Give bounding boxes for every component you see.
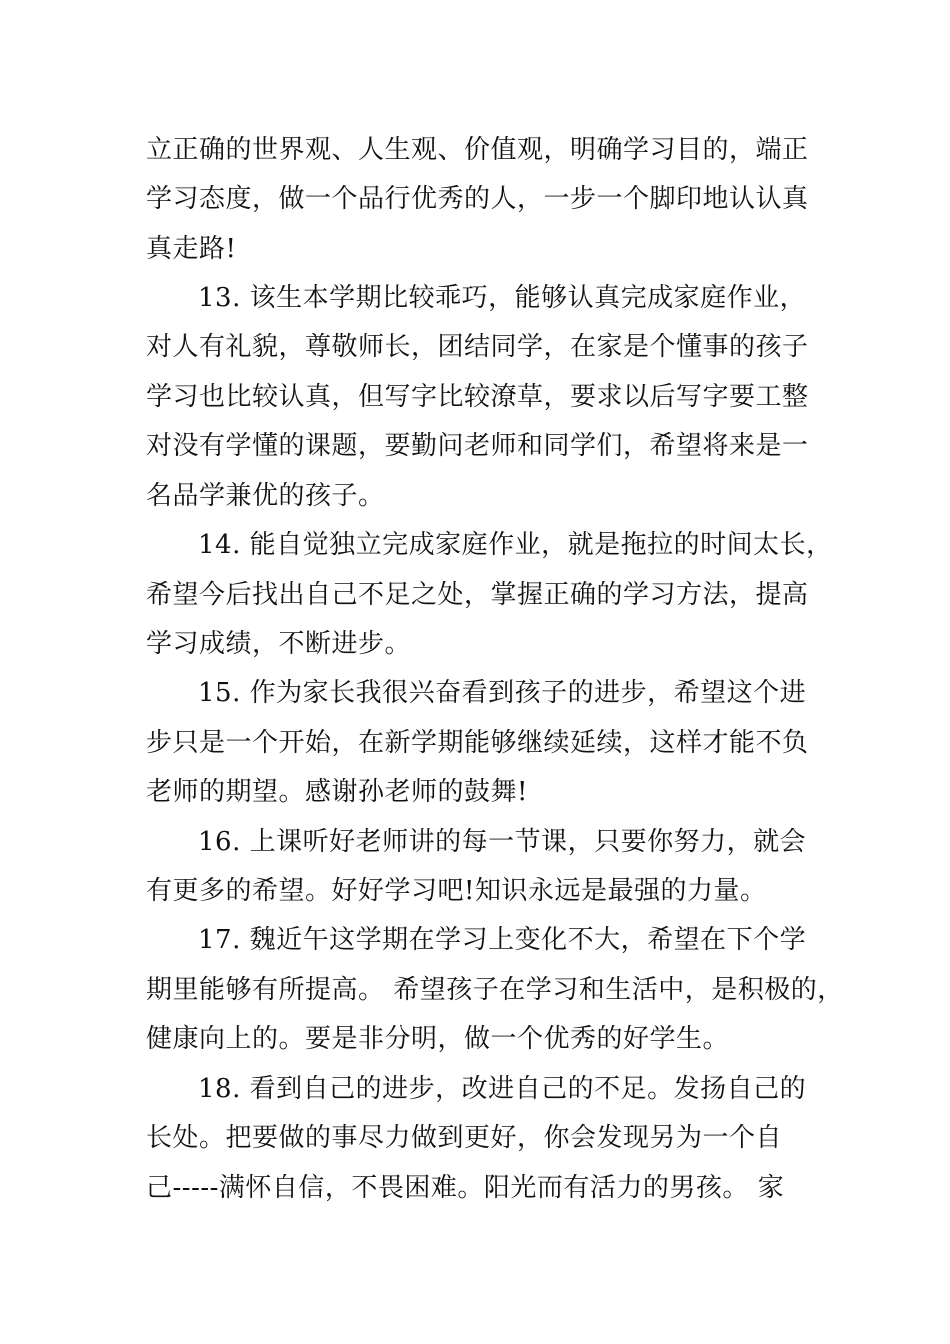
text-line: 己-----满怀自信，不畏困难。阳光而有活力的男孩。 家 [146, 1173, 785, 1203]
paragraph-15-start: 15. 作为家长我很兴奋看到孩子的进步，希望这个进 [198, 678, 807, 708]
paragraph-14-start: 14. 能自觉独立完成家庭作业，就是拖拉的时间太长， [198, 530, 833, 560]
text-line: 学习态度，做一个品行优秀的人，一步一个脚印地认认真 [146, 184, 809, 214]
text-line: 长处。把要做的事尽力做到更好，你会发现另为一个自 [146, 1123, 783, 1153]
text-line: 期里能够有所提高。 希望孩子在学习和生活中，是积极的， [146, 975, 844, 1005]
text-line: 学习成绩，不断进步。 [146, 629, 412, 659]
text-line: 对人有礼貌，尊敬师长，团结同学，在家是个懂事的孩子 [146, 332, 809, 362]
text-line: 真走路! [146, 234, 237, 264]
paragraph-17-start: 17. 魏近午这学期在学习上变化不大，希望在下个学 [198, 925, 807, 955]
text-line: 名品学兼优的孩子。 [146, 481, 385, 511]
text-line: 健康向上的。要是非分明，做一个优秀的好学生。 [146, 1024, 730, 1054]
paragraph-13-start: 13. 该生本学期比较乖巧，能够认真完成家庭作业， [198, 283, 807, 313]
text-line: 步只是一个开始，在新学期能够继续延续，这样才能不负 [146, 728, 809, 758]
text-line: 老师的期望。感谢孙老师的鼓舞! [146, 777, 528, 807]
text-line: 希望今后找出自己不足之处，掌握正确的学习方法，提高 [146, 580, 809, 610]
text-line: 立正确的世界观、人生观、价值观，明确学习目的，端正 [146, 135, 809, 165]
paragraph-18-start: 18. 看到自己的进步，改进自己的不足。发扬自己的 [198, 1074, 807, 1104]
text-line: 对没有学懂的课题，要勤问老师和同学们，希望将来是一 [146, 431, 809, 461]
paragraph-16-start: 16. 上课听好老师讲的每一节课，只要你努力，就会 [198, 827, 807, 857]
text-line: 学习也比较认真，但写字比较潦草，要求以后写字要工整 [146, 382, 809, 412]
text-line: 有更多的希望。好好学习吧!知识永远是最强的力量。 [146, 876, 767, 906]
